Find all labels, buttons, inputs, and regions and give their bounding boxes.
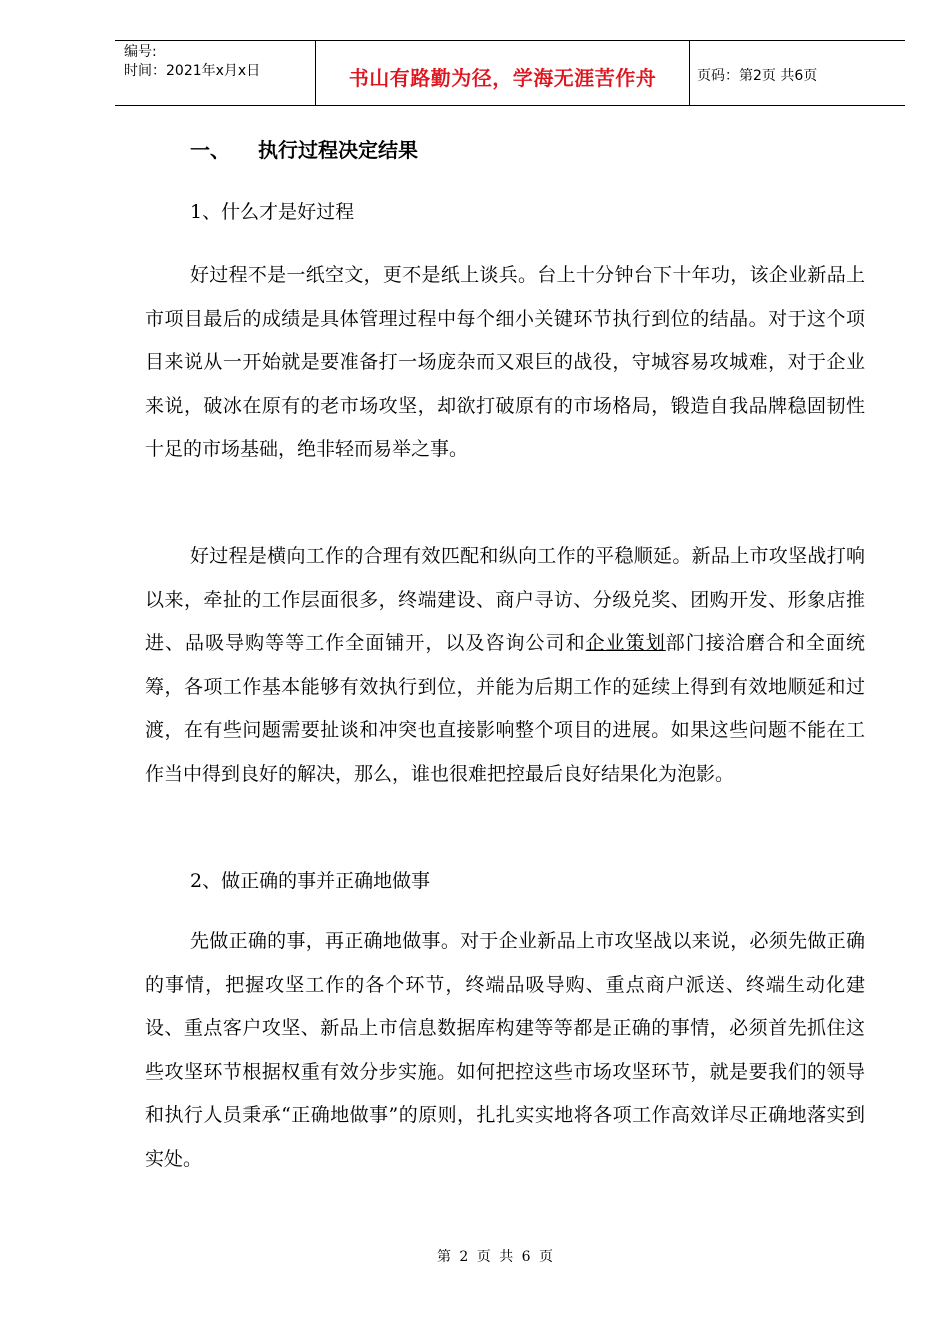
paragraph-3: 先做正确的事，再正确地做事。对于企业新品上市攻坚战以来说，必须先做正确的事情，把握攻坚工作的各个环节，终端品吸导购、重点商户派送、终端生动化建设、重点客户攻坚、新品上市信息数据库构建等等都是正确的事情，必须首先抓住这些攻坚环节根据权重有效分步实施。如何把控这些市场攻坚环节，就是要我们的领导和执行人员秉承“正确地做事”的原则，扎扎实实地将各项工作高效详尽正确地落实到实处。 (145, 930, 865, 1170)
header-info-cell (115, 41, 316, 105)
header-table (115, 40, 905, 106)
serial-label: 编号: (124, 44, 157, 60)
paragraph-2-part-b: 部门接洽磨合和全面统筹，各项工作基本能够有效执行到位，并能为后期工作的延续上得到有效地顺延和过渡，在有些问题需要扯谈和冲突也直接影响整个项目的进展。如果这些问题不能在工作当中得到良好的解决，那么，谁也很难把控最后良好结果化为泡影。 (145, 632, 865, 785)
paragraph-1: 好过程不是一纸空文，更不是纸上谈兵。台上十分钟台下十年功，该企业新品上市项目最后的成绩是具体管理过程中每个细小关键环节执行到位的结晶。对于这个项目来说从一开始就是要准备打一场庞杂而又艰巨的战役，守城容易攻城难，对于企业来说，破冰在原有的老市场攻坚，却欲打破原有的市场格局，锻造自我品牌稳固韧性十足的市场基础，绝非轻而易举之事。 (145, 264, 865, 460)
header-page-cell (690, 41, 905, 105)
time-label: 时间：2021年x月x日 (124, 63, 261, 79)
subsection-2-title: 2、做正确的事并正确地做事 (190, 870, 431, 892)
header-motto-cell (316, 41, 690, 105)
section-title: 执行过程决定结果 (258, 138, 418, 162)
page-footer: 第 2 页 共 6 页 (436, 1249, 554, 1265)
subsection-1-title: 1、什么才是好过程 (190, 201, 355, 223)
enterprise-planning-link[interactable]: 企业策划 (585, 632, 666, 654)
page-label: 页码：第2页 共6页 (697, 68, 818, 84)
paragraph-2 (145, 535, 865, 796)
paragraph-2-part-a: 好过程是横向工作的合理有效匹配和纵向工作的平稳顺延。新品上市攻坚战打响以来，牵扯的工作层面很多，终端建设、商户寻访、分级兑奖、团购开发、形象店推进、品吸导购等等工作全面铺开，以及咨询公司和 (145, 545, 865, 654)
section-number: 一、 (190, 138, 230, 162)
section-heading (190, 134, 418, 163)
motto-text: 书山有路勤为径，学海无涯苦作舟 (348, 65, 657, 90)
